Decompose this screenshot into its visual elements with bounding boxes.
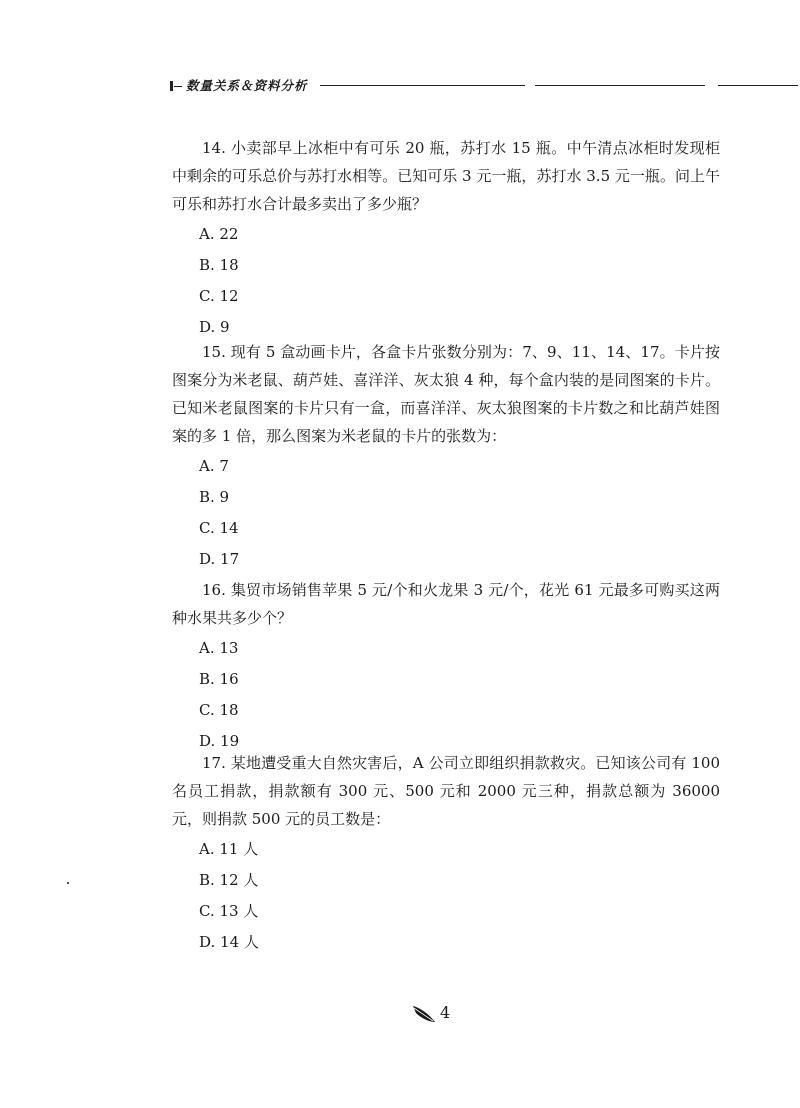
page-number: 4 [440,1003,451,1022]
question-17 [172,749,720,957]
option-c: C. 12 [199,287,239,305]
question-stem: 16. 集贸市场销售苹果 5 元/个和火龙果 3 元/个，花光 61 元最多可购买这两种水果共多少个？ [172,581,720,627]
scan-speck [67,882,69,884]
option-a: A. 22 [199,225,239,243]
option-b: B. 18 [199,256,239,274]
option-c: C. 18 [199,701,239,719]
option-b: B. 12 人 [199,871,259,889]
question-stem: 15. 现有 5 盒动画卡片，各盒卡片张数分别为：7、9、11、14、17。卡片按图案分为米老鼠、葫芦娃、喜洋洋、灰太狼 4 种，每个盒内装的是同图案的卡片。已知米老鼠图案的卡片只有一盒，而喜洋洋、灰太狼图案的卡片数之和比葫芦娃图案的多 1 倍，那么图案为米老鼠的卡片的张数为： [172,343,720,445]
option-d: D. 14 人 [199,933,259,951]
option-a: A. 13 [199,639,239,657]
header-rule [718,85,798,86]
section-title: 数量关系＆资料分析 [186,78,308,93]
option-d: D. 9 [199,318,230,336]
page-header [170,76,715,96]
question-15 [172,338,720,574]
header-rule [320,85,525,86]
question-16 [172,576,720,756]
option-d: D. 17 [199,550,240,568]
option-b: B. 9 [199,488,230,506]
option-d: D. 19 [199,732,240,750]
header-lead-rule [174,86,182,87]
question-stem: 17. 某地遭受重大自然灾害后，A 公司立即组织捐款救灾。已知该公司有 100 名员工捐款，捐款额有 300 元、500 元和 2000 元三种，捐款总额为 36000 元，则捐款 500 元的员工数是： [172,754,720,828]
question-stem: 14. 小卖部早上冰柜中有可乐 20 瓶，苏打水 15 瓶。中午清点冰柜时发现柜中剩余的可乐总价与苏打水相等。已知可乐 3 元一瓶，苏打水 3.5 元一瓶。问上午可乐和苏打水合计最多卖出了多少瓶？ [172,139,720,213]
option-b: B. 16 [199,670,239,688]
option-a: A. 11 人 [199,840,259,858]
header-tick [170,81,173,91]
option-c: C. 14 [199,519,239,537]
page-footer [412,1003,472,1029]
header-rule [535,85,705,86]
option-a: A. 7 [199,457,229,475]
question-14 [172,134,720,342]
leaf-icon [412,1005,436,1025]
option-c: C. 13 人 [199,902,259,920]
